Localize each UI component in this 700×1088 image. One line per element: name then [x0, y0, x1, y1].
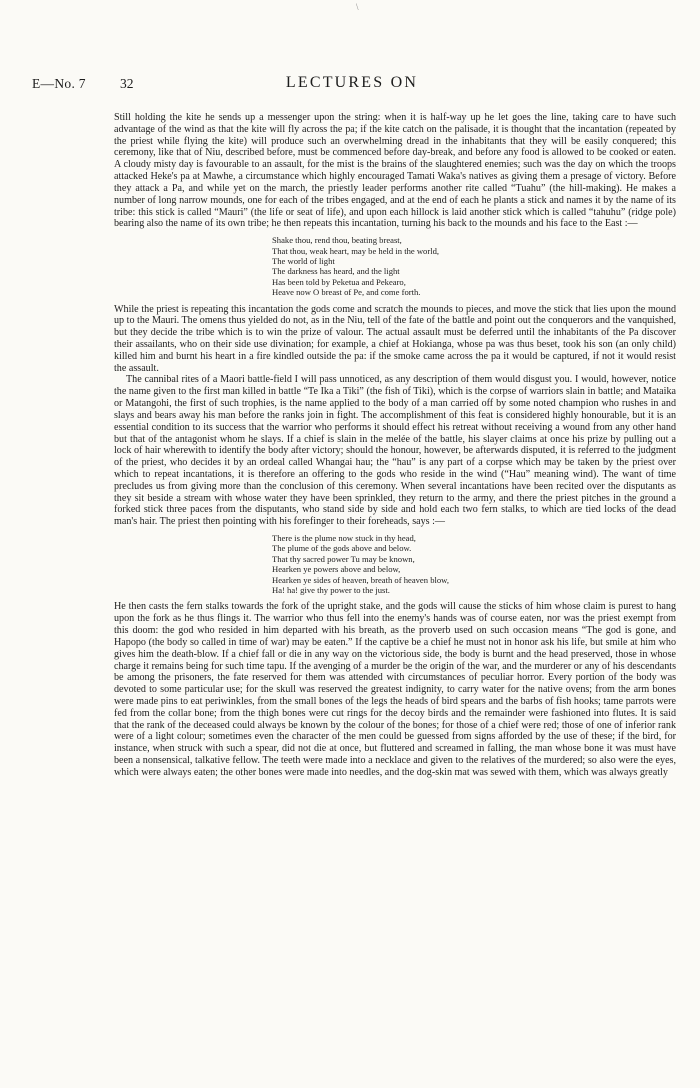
verse-line: Hearken ye sides of heaven, breath of heaven blow, [272, 574, 449, 585]
paragraph: While the priest is repeating this incantation the gods come and scratch the mounds to pieces, and move the stick that lies upon the mound up to the Mauri. The omens thus yielded do not, as in the Niu, tell of the fate of the battle and point out the conquerors and the vanquished, but they decide the tribe which is to win the prize of valour. The actual assault must be deferred until the inhabitants of the Pa discover their assailants, who on their side use divination; for example, a chief at Hokianga, whose pa was thus beset, took his son (an only child) killed him and burnt his heart in a fire kindled outside the pa: if the smoke came across the pa it would be captured, if not it would resist the assault. [114, 303, 676, 374]
verse-line: There is the plume now stuck in thy head, [272, 533, 416, 543]
verse-line: Heave now O breast of Pe, and come forth. [272, 287, 421, 298]
verse-line: Has been told by Peketua and Pekearo, [272, 276, 406, 287]
paragraph: Still holding the kite he sends up a messenger upon the string: when it is half-way up he let goes the line, taking care to have such advantage of the wind as that the kite will fly across the pa; if the kite catch on the palisade, it is thought that the incantation (repeated by the priest while flying the kite) will produce such an overwhelming dread in the inhabitants that they will be easily conquered; this ceremony, like that of Niu, described before, must be commenced before day-break, and before any food is allowed to be cooked or eaten. A cloudy misty day is favourable to an assault, for the mist is the brains of the slaughtered enemies; such was the day on which the troops attacked Heke's pa at Mawhe, a circumstance which highly encouraged Tamati Waka's natives as giving them a presage of victory. Before they attack a Pa, and while yet on the march, the priestly leader performs another rite called “Tuahu” (the hill-making). He makes a number of long narrow mounds, one for each of the tribes engaged, and at the end of each he plants a stick and names it by the name of its tribe: this stick is called “Mauri” (the life or seat of life), and upon each hillock is laid another stick which is called “tahuhu” (ridge pole) bearing also the name of its own tribe; he then repeats this incantation, turning his back to the mounds and his face to the East :— [114, 112, 676, 230]
incantation-verse [272, 235, 676, 297]
verse-line: The darkness has heard, and the light [272, 266, 400, 277]
running-title: LECTURES ON [285, 74, 419, 91]
page-number: 32 [120, 76, 134, 91]
verse-line: The plume of the gods above and below. [272, 543, 412, 554]
incantation-verse [272, 533, 676, 595]
page-header [32, 72, 672, 94]
verse-line: The world of light [272, 255, 335, 266]
verse-line: Shake thou, rend thou, beating breast, [272, 235, 402, 246]
paragraph: The cannibal rites of a Maori battle-field I will pass unnoticed, as any description of them would disgust you. I would, however, notice the name given to the first man killed in battle “Te Ika a Tiki” (the fish of Tiki), which is the corpse of warriors slain in battle; and Mataika or Matangohi, the first of such trophies, is the name applied to the body of a man carried off by some noted champion who rushes in and slays and bears away his man before the ranks join in fight. The accomplishment of this feat is considered highly honourable, but it is an essential condition to its success that the warrior who performs it should effect his retreat without receiving a wound from any other hand but that of the antagonist whom he slays. If a chief is slain in the melée of the battle, his slayer claims at once his prize by pulling out a lock of hair wherewith to identify the body after victory; should the honour, however, be afterwards disputed, it is referred to the judgment of the priest, who decides it by an ordeal called Whangai hau; the “hau” is any part of a corpse which may be taken by the priest over which to repeat incantations, it is therefore an offering to the gods who reside in the wind (“Hau” meaning wind). The want of time precludes us from giving more than the conclusion of this ceremony. When several incantations have been recited over the disputants as they sit beside a stream with whose water they have been sprinkled, they return to the army, and there the priest pitches in the ground a forked stick three paces from the disputants, who stand side by side and hold each two fern stalks, to which are tied locks of the dead man's hair. The priest then pointing with his forefinger to their foreheads, says :— [114, 374, 676, 528]
verse-line: That thou, weak heart, may be held in the world, [272, 245, 440, 256]
verse-line: Ha! ha! give thy power to the just. [272, 585, 390, 596]
verse-line: Hearken ye powers above and below, [272, 564, 401, 575]
document-reference: E—No. 7 [32, 76, 86, 91]
verse-line: That thy sacred power Tu may be known, [272, 553, 415, 564]
corner-mark: \ [356, 2, 359, 12]
body-text [114, 112, 676, 779]
paragraph: He then casts the fern stalks towards the fork of the upright stake, and the gods will cause the sticks of him whose claim is purest to hang upon the fork as he thus flings it. The warrior who thus fell into the enemy's hands was of course eaten, nor was the priest exempt from this doom: the god who resided in him departed with his breath, as the proverb used on such occasion means “The god is gone, and Hapopo (the body so called in time of war) may be eaten.” If the captive be a chief he must not in honor ask his life, but smile at him who gives him the death-blow. If a chief fall or die in any way on the victorious side, the body is burnt and the head preserved, those in whose charge it remains being for such time tapu. If the avenging of a murder be the origin of the war, and the murderer or any of his descendants be among the prisoners, the fate reserved for them was attended with circumstances of peculiar horror. Every portion of the body was devoted to some particular use; for the skull was reserved the greatest indignity, to carry water for the native ovens; from the arm bones were made pins to eat periwinkles, from the small bones of the legs the heads of bird spears and the barbs of fish hooks; tame parrots were fed from the collar bone; from the thigh bones were cut rings for the decoy birds and the remainder were fashioned into flutes. It is said that the rank of the deceased could always be known by the colour of the bones; for those of a chief were red; those of one of inferior rank were of a light colour; sometimes even the character of the men could be guessed from signs afforded by the use of these; if the bird, for instance, when struck with such a spear, did not die at once, but fluttered and screamed in falling, the man whose bone it was must have been a nonsensical, talkative fellow. The teeth were made into a necklace and given to the relatives of the murdered; so also were the eyes, which were always eaten; the other bones were made into needles, and the dog-skin mat was sewed with them, which was always greatly [114, 601, 676, 778]
